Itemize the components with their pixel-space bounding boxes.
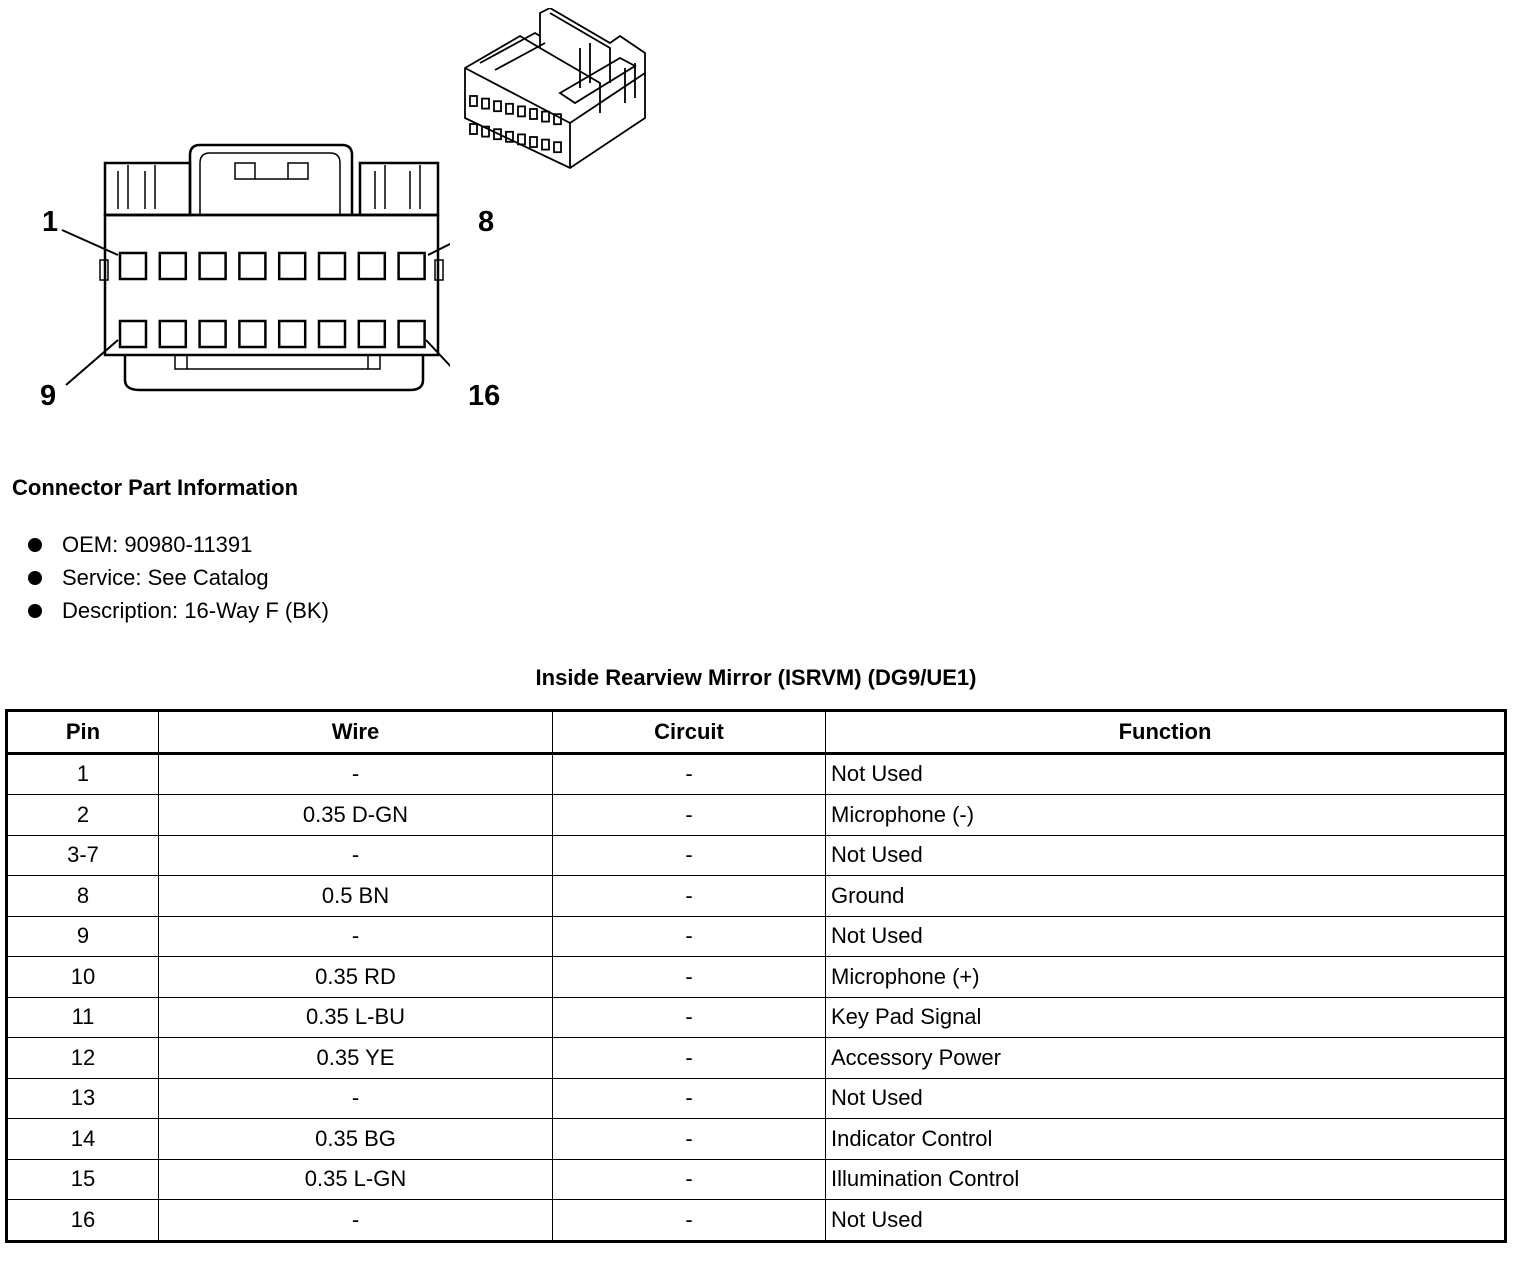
- pin-cell: 8: [7, 876, 159, 917]
- table-title: Inside Rearview Mirror (ISRVM) (DG9/UE1): [535, 665, 977, 690]
- iso-pin-hole: [542, 112, 549, 122]
- header-circuit: Circuit: [553, 711, 826, 754]
- iso-pin-hole: [542, 140, 549, 150]
- iso-pin-hole: [470, 124, 477, 134]
- pin-cavity: [239, 253, 265, 279]
- wire-cell: 0.35 D-GN: [159, 795, 553, 836]
- circuit-cell: -: [553, 1078, 826, 1119]
- pin-cell: 13: [7, 1078, 159, 1119]
- pin-cavity: [319, 253, 345, 279]
- function-cell: Illumination Control: [826, 1159, 1506, 1200]
- circuit-cell: -: [553, 1119, 826, 1160]
- description-info: Description: 16-Way F (BK): [62, 598, 329, 623]
- pin-cell: 16: [7, 1200, 159, 1242]
- function-cell: Indicator Control: [826, 1119, 1506, 1160]
- wire-cell: 0.35 RD: [159, 957, 553, 998]
- wire-cell: 0.35 YE: [159, 1038, 553, 1079]
- pin-cavity: [279, 321, 305, 347]
- pin-cavity: [120, 253, 146, 279]
- function-cell: Not Used: [826, 1200, 1506, 1242]
- iso-pin-hole: [506, 104, 513, 114]
- table-row: [7, 1200, 1506, 1242]
- iso-pin-hole: [482, 99, 489, 109]
- function-cell: Accessory Power: [826, 1038, 1506, 1079]
- iso-pin-hole: [518, 106, 525, 116]
- pin-cavity: [359, 321, 385, 347]
- pin-cavity: [160, 321, 186, 347]
- wire-cell: 0.5 BN: [159, 876, 553, 917]
- pin-cavity: [359, 253, 385, 279]
- pin-cavity: [319, 321, 345, 347]
- bullet-icon: [28, 538, 42, 552]
- pin-cell: 2: [7, 795, 159, 836]
- function-cell: Microphone (+): [826, 957, 1506, 998]
- table-row: [7, 876, 1506, 917]
- connector-info-heading: Connector Part Information: [12, 475, 299, 500]
- pin-cavity: [200, 321, 226, 347]
- pin-cavity: [399, 253, 425, 279]
- circuit-cell: -: [553, 835, 826, 876]
- header-function: Function: [826, 711, 1506, 754]
- table-row: [7, 1119, 1506, 1160]
- table-row: [7, 795, 1506, 836]
- pin-cavity: [279, 253, 305, 279]
- table-row: [7, 916, 1506, 957]
- circuit-cell: -: [553, 1038, 826, 1079]
- pin-cell: 11: [7, 997, 159, 1038]
- list-item: [28, 528, 329, 561]
- function-cell: Not Used: [826, 835, 1506, 876]
- pin-cavity: [200, 253, 226, 279]
- pin-cell: 9: [7, 916, 159, 957]
- connector-3d-diagram: [460, 8, 660, 178]
- table-row: [7, 997, 1506, 1038]
- wire-cell: -: [159, 1200, 553, 1242]
- table-row: [7, 1078, 1506, 1119]
- function-cell: Key Pad Signal: [826, 997, 1506, 1038]
- iso-pin-hole: [554, 142, 561, 152]
- function-cell: Not Used: [826, 916, 1506, 957]
- pin-cell: 14: [7, 1119, 159, 1160]
- wire-cell: -: [159, 1078, 553, 1119]
- circuit-cell: -: [553, 876, 826, 917]
- pin-cell: 12: [7, 1038, 159, 1079]
- table-row: [7, 1159, 1506, 1200]
- connector-info-list: [28, 528, 329, 627]
- service-info: Service: See Catalog: [62, 565, 269, 590]
- pin-cavity: [160, 253, 186, 279]
- wire-cell: 0.35 BG: [159, 1119, 553, 1160]
- function-cell: Not Used: [826, 753, 1506, 795]
- wire-cell: 0.35 L-GN: [159, 1159, 553, 1200]
- function-cell: Ground: [826, 876, 1506, 917]
- pin-cavity: [120, 321, 146, 347]
- pin-label-1: 1: [42, 206, 59, 238]
- pin-cavity: [239, 321, 265, 347]
- wire-cell: -: [159, 916, 553, 957]
- wire-cell: -: [159, 753, 553, 795]
- circuit-cell: -: [553, 997, 826, 1038]
- oem-info: OEM: 90980-11391: [62, 532, 253, 557]
- circuit-cell: -: [553, 957, 826, 998]
- pin-cell: 1: [7, 753, 159, 795]
- list-item: [28, 561, 329, 594]
- header-wire: Wire: [159, 711, 553, 754]
- list-item: [28, 594, 329, 627]
- header-pin: Pin: [7, 711, 159, 754]
- wire-cell: -: [159, 835, 553, 876]
- circuit-cell: -: [553, 1200, 826, 1242]
- table-row: [7, 835, 1506, 876]
- pin-label-8: 8: [478, 206, 495, 238]
- circuit-cell: -: [553, 1159, 826, 1200]
- pin-label-9: 9: [40, 380, 57, 412]
- connector-face-diagram: [30, 135, 450, 400]
- pin-cavity: [399, 321, 425, 347]
- pin-cell: 15: [7, 1159, 159, 1200]
- circuit-cell: -: [553, 916, 826, 957]
- pin-cell: 10: [7, 957, 159, 998]
- circuit-cell: -: [553, 753, 826, 795]
- iso-pin-hole: [494, 101, 501, 111]
- iso-pin-hole: [530, 137, 537, 147]
- table-row: [7, 957, 1506, 998]
- wire-cell: 0.35 L-BU: [159, 997, 553, 1038]
- table-header-row: [7, 711, 1506, 754]
- table-row: [7, 1038, 1506, 1079]
- function-cell: Not Used: [826, 1078, 1506, 1119]
- pinout-table: [5, 709, 1507, 1243]
- circuit-cell: -: [553, 795, 826, 836]
- function-cell: Microphone (-): [826, 795, 1506, 836]
- pin-cell: 3-7: [7, 835, 159, 876]
- iso-pin-hole: [530, 109, 537, 119]
- bullet-icon: [28, 571, 42, 585]
- bullet-icon: [28, 604, 42, 618]
- pin-label-16: 16: [468, 380, 501, 412]
- table-row: [7, 753, 1506, 795]
- iso-pin-hole: [470, 96, 477, 106]
